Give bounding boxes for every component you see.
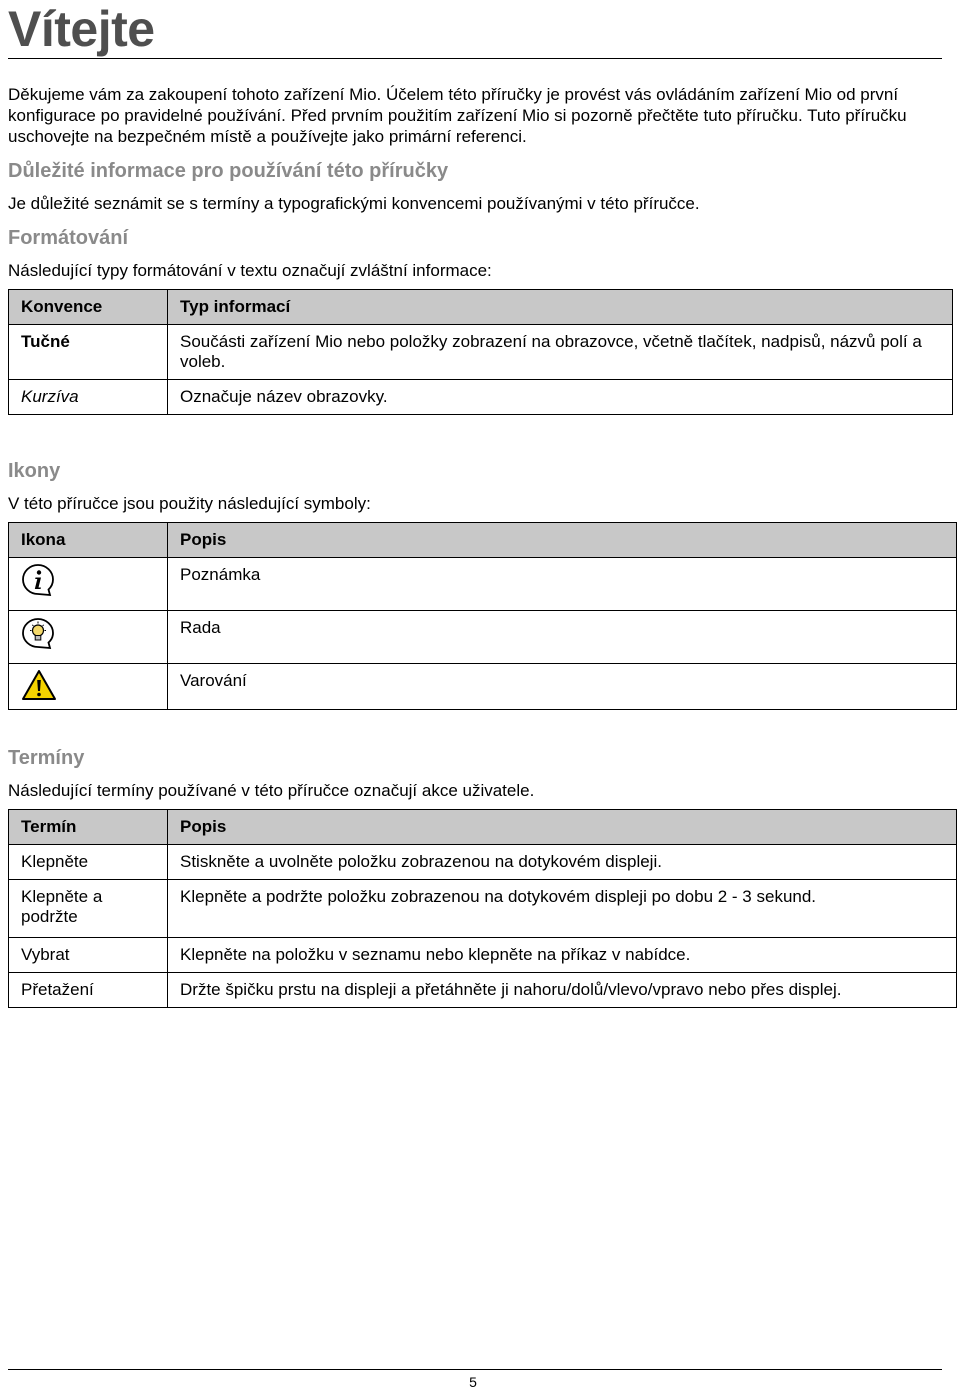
terms-heading: Termíny [8,747,85,769]
table-row [9,558,957,611]
column-header-info-type: Typ informací [168,290,953,325]
warning-icon [21,669,57,701]
description-cell: Držte špičku prstu na displeji a přetáhněte ji nahoru/dolů/vlevo/vpravo nebo přes displej. [168,973,957,1008]
column-header-description: Popis [168,523,957,558]
description-cell: Označuje název obrazovky. [168,380,953,415]
formatting-text: Následující typy formátování v textu označují zvláštní informace: [8,261,492,280]
table-row [9,380,953,415]
table-header-row [9,810,957,845]
column-header-icon: Ikona [9,523,168,558]
column-header-term: Termín [9,810,168,845]
terms-table [8,809,957,1008]
column-header-convention: Konvence [9,290,168,325]
footer-divider [8,1369,942,1370]
term-cell: Přetažení [9,973,168,1008]
title-divider [8,58,942,59]
column-header-description: Popis [168,810,957,845]
table-row [9,938,957,973]
icon-cell [9,558,168,611]
page-number: 5 [469,1374,477,1390]
term-cell: Vybrat [9,938,168,973]
important-heading: Důležité informace pro používání této příručky [8,160,449,182]
tip-icon [21,616,55,650]
table-header-row [9,523,957,558]
formatting-heading: Formátování [8,227,129,249]
icon-cell [9,611,168,664]
icons-heading: Ikony [8,460,61,482]
table-header-row [9,290,953,325]
formatting-table [8,289,953,415]
table-row [9,880,957,938]
description-cell: Součásti zařízení Mio nebo položky zobrazení na obrazovce, včetně tlačítek, nadpisů, názvů polí a voleb. [168,325,953,380]
icon-cell [9,664,168,710]
term-cell: Klepněte [9,845,168,880]
description-cell: Klepněte na položku v seznamu nebo klepněte na příkaz v nabídce. [168,938,957,973]
icons-text: V této příručce jsou použity následující symboly: [8,494,371,513]
description-cell: Poznámka [168,558,957,611]
description-cell: Klepněte a podržte položku zobrazenou na dotykovém displeji po dobu 2 - 3 sekund. [168,880,957,938]
description-cell: Stiskněte a uvolněte položku zobrazenou na dotykovém displeji. [168,845,957,880]
important-text: Je důležité seznámit se s termíny a typografickými konvencemi používanými v této příručce. [8,194,700,213]
description-cell: Varování [168,664,957,710]
table-row [9,973,957,1008]
page-title: Vítejte [8,1,155,57]
term-cell: Tučné [9,325,168,380]
term-cell: Kurzíva [9,380,168,415]
term-cell: Klepněte a podržte [9,880,168,938]
note-icon [21,563,55,597]
table-row [9,611,957,664]
table-row [9,664,957,710]
table-row [9,325,953,380]
intro-paragraph: Děkujeme vám za zakoupení tohoto zařízení Mio. Účelem této příručky je provést vás ovládáním zařízení Mio od první konfigurace po pravidelné používání. Před prvním použitím zařízení Mio si pozorně přečtěte tuto příručku. Tuto příručku uschovejte na bezpečném místě a používejte jako primární referenci. [8,85,907,146]
terms-text: Následující termíny používané v této příručce označují akce uživatele. [8,781,535,800]
table-row [9,845,957,880]
icons-table [8,522,957,710]
description-cell: Rada [168,611,957,664]
